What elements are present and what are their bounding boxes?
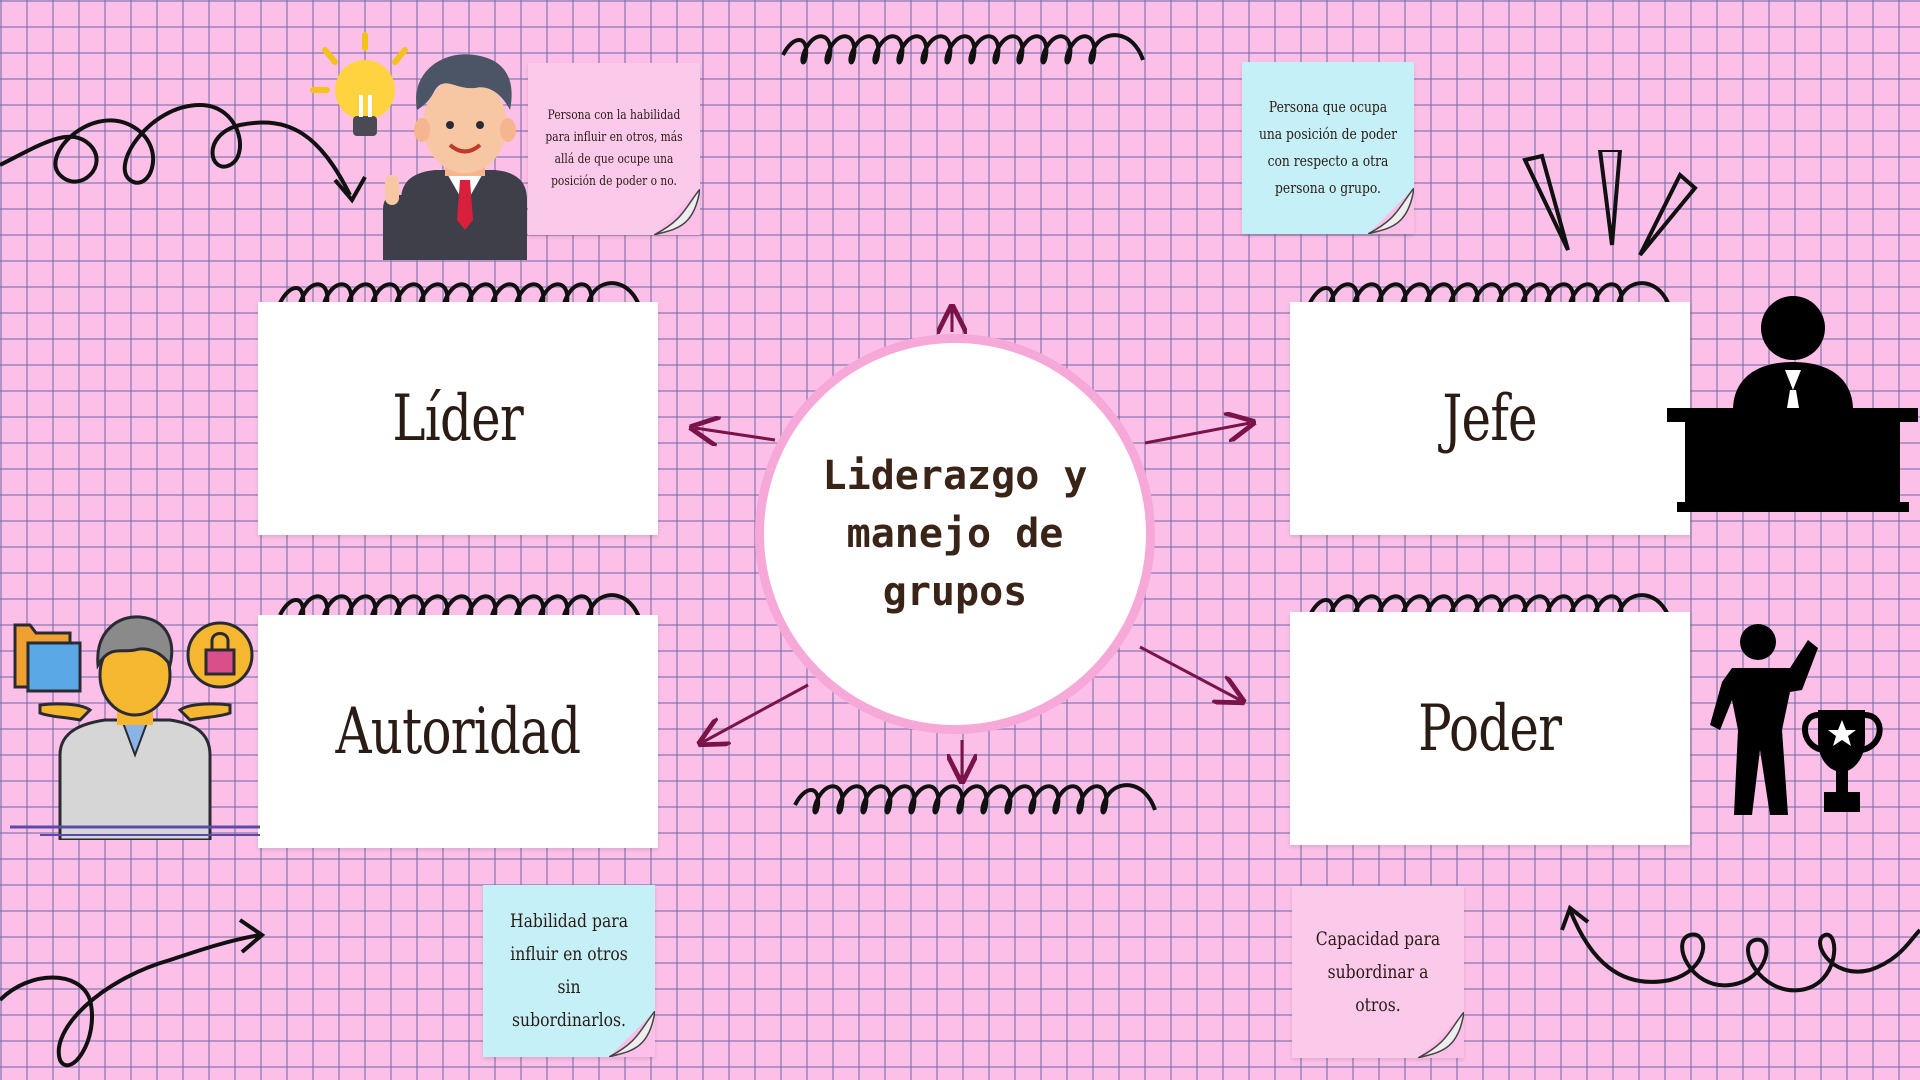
- note-lider: [528, 63, 700, 235]
- spiral-top-center: [778, 30, 1148, 70]
- page-title: Liderazgo y manejo de grupos: [822, 453, 1088, 615]
- card-autoridad: [258, 615, 658, 848]
- card-jefe-label: Jefe: [1442, 381, 1538, 456]
- power-trophy-icon: [1690, 620, 1895, 820]
- card-autoridad-label: Autoridad: [335, 694, 581, 769]
- page-curl-icon: [609, 1011, 655, 1057]
- note-lider-text: Persona con la habilidad para influir en otros, más allá de que ocupe una posición de poder o no.: [545, 108, 683, 189]
- card-lider: [258, 302, 658, 535]
- card-poder: [1290, 612, 1690, 845]
- boss-desk-icon: [1665, 290, 1920, 515]
- leader-idea-icon: [305, 30, 530, 260]
- note-autoridad: [483, 885, 655, 1057]
- note-jefe: [1242, 62, 1414, 234]
- page-curl-icon: [1418, 1012, 1464, 1058]
- card-poder-label: Poder: [1418, 691, 1562, 766]
- center-circle: [755, 334, 1155, 734]
- note-jefe-text: Persona que ocupa una posición de poder con respecto a otra persona o grupo.: [1258, 98, 1398, 197]
- card-lider-label: Líder: [392, 381, 524, 456]
- note-poder-text: Capacidad para subordinar a otros.: [1315, 927, 1441, 1016]
- page-curl-icon: [654, 189, 700, 235]
- card-jefe: [1290, 302, 1690, 535]
- authority-person-icon: [10, 605, 260, 840]
- note-autoridad-text: Habilidad para influir en otros sin subordinarlos.: [509, 910, 628, 1031]
- note-poder: [1292, 886, 1464, 1058]
- page-curl-icon: [1368, 188, 1414, 234]
- spiral-bottom-center: [790, 780, 1160, 820]
